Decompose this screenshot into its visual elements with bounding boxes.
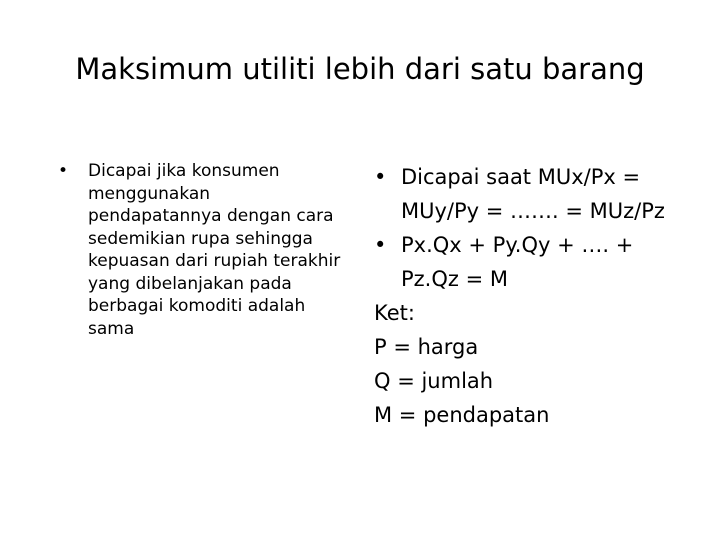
left-bullet-text: Dicapai jika konsumen menggunakan pendapatannya dengan cara sedemikian rupa sehingga kepuasan dari rupiah terakhir yang dibelanjakan pada berbagai komoditi adalah sama [88, 161, 341, 339]
left-bullet-list [58, 160, 348, 340]
right-column [374, 160, 674, 432]
left-bullet-item [58, 160, 348, 340]
bullet-icon: • [374, 233, 387, 257]
bullet-icon: • [374, 165, 387, 189]
right-bullet-text: Px.Qx + Py.Qy + …. + Pz.Qz = M [401, 233, 634, 291]
right-bullet-list [374, 160, 674, 296]
left-column [58, 160, 348, 340]
right-bullet-text: Dicapai saat MUx/Px = MUy/Py = ……. = MUz/Pz [401, 165, 665, 223]
legend-line-income: M = pendapatan [374, 403, 550, 427]
legend-line-quantity: Q = jumlah [374, 369, 494, 393]
right-bullet-item-condition [374, 160, 674, 228]
bullet-icon: • [58, 161, 69, 181]
slide-title: Maksimum utiliti lebih dari satu barang [75, 52, 645, 86]
legend-heading: Ket: [374, 301, 415, 325]
legend-line-price: P = harga [374, 335, 479, 359]
right-bullet-item-budget [374, 228, 674, 296]
